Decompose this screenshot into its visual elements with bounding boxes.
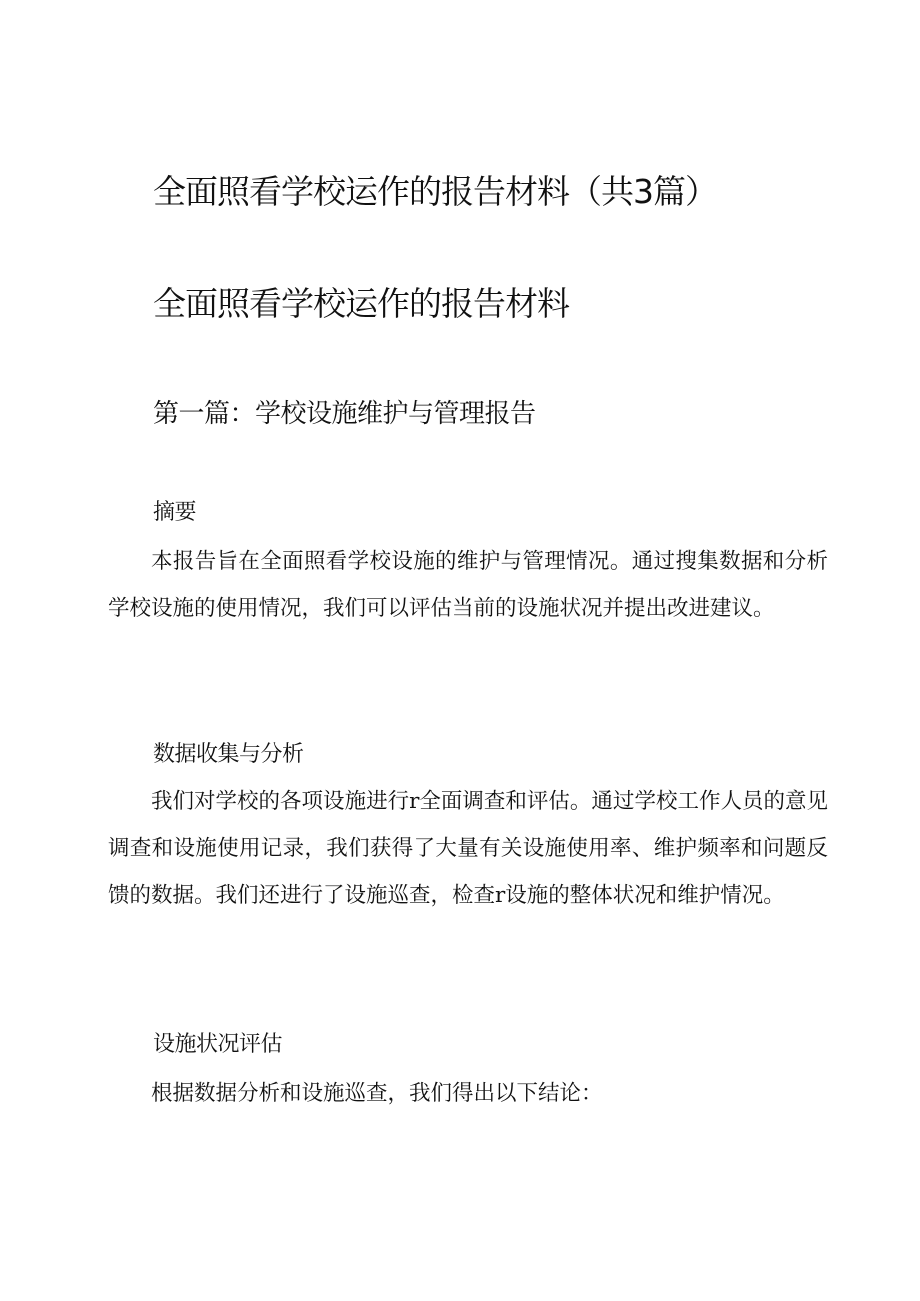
paragraph-abstract: 本报告旨在全面照看学校设施的维护与管理情况。通过搜集数据和分析学校设施的使用情况，我们可以评估当前的设施状况并提出改进建议。: [108, 549, 828, 621]
document-title: 全面照看学校运作的报告材料（共3篇）: [153, 172, 717, 211]
section-heading-assessment: 设施状况评估: [153, 1032, 283, 1057]
document-subtitle: 全面照看学校运作的报告材料: [153, 284, 569, 323]
paragraph-data-collection: 我们对学校的各项设施进行r全面调查和评估。通过学校工作人员的意见调查和设施使用记录，我们获得了大量有关设施使用率、维护频率和问题反馈的数据。我们还进行了设施巡查，检查r设施的整体状况和维护情况。: [108, 789, 828, 908]
paragraph-assessment: 根据数据分析和设施巡查，我们得出以下结论：: [151, 1081, 603, 1106]
section-heading-abstract: 摘要: [153, 500, 197, 525]
chapter-title: 第一篇：学校设施维护与管理报告: [153, 399, 536, 429]
section-heading-data-collection: 数据收集与分析: [153, 742, 304, 767]
